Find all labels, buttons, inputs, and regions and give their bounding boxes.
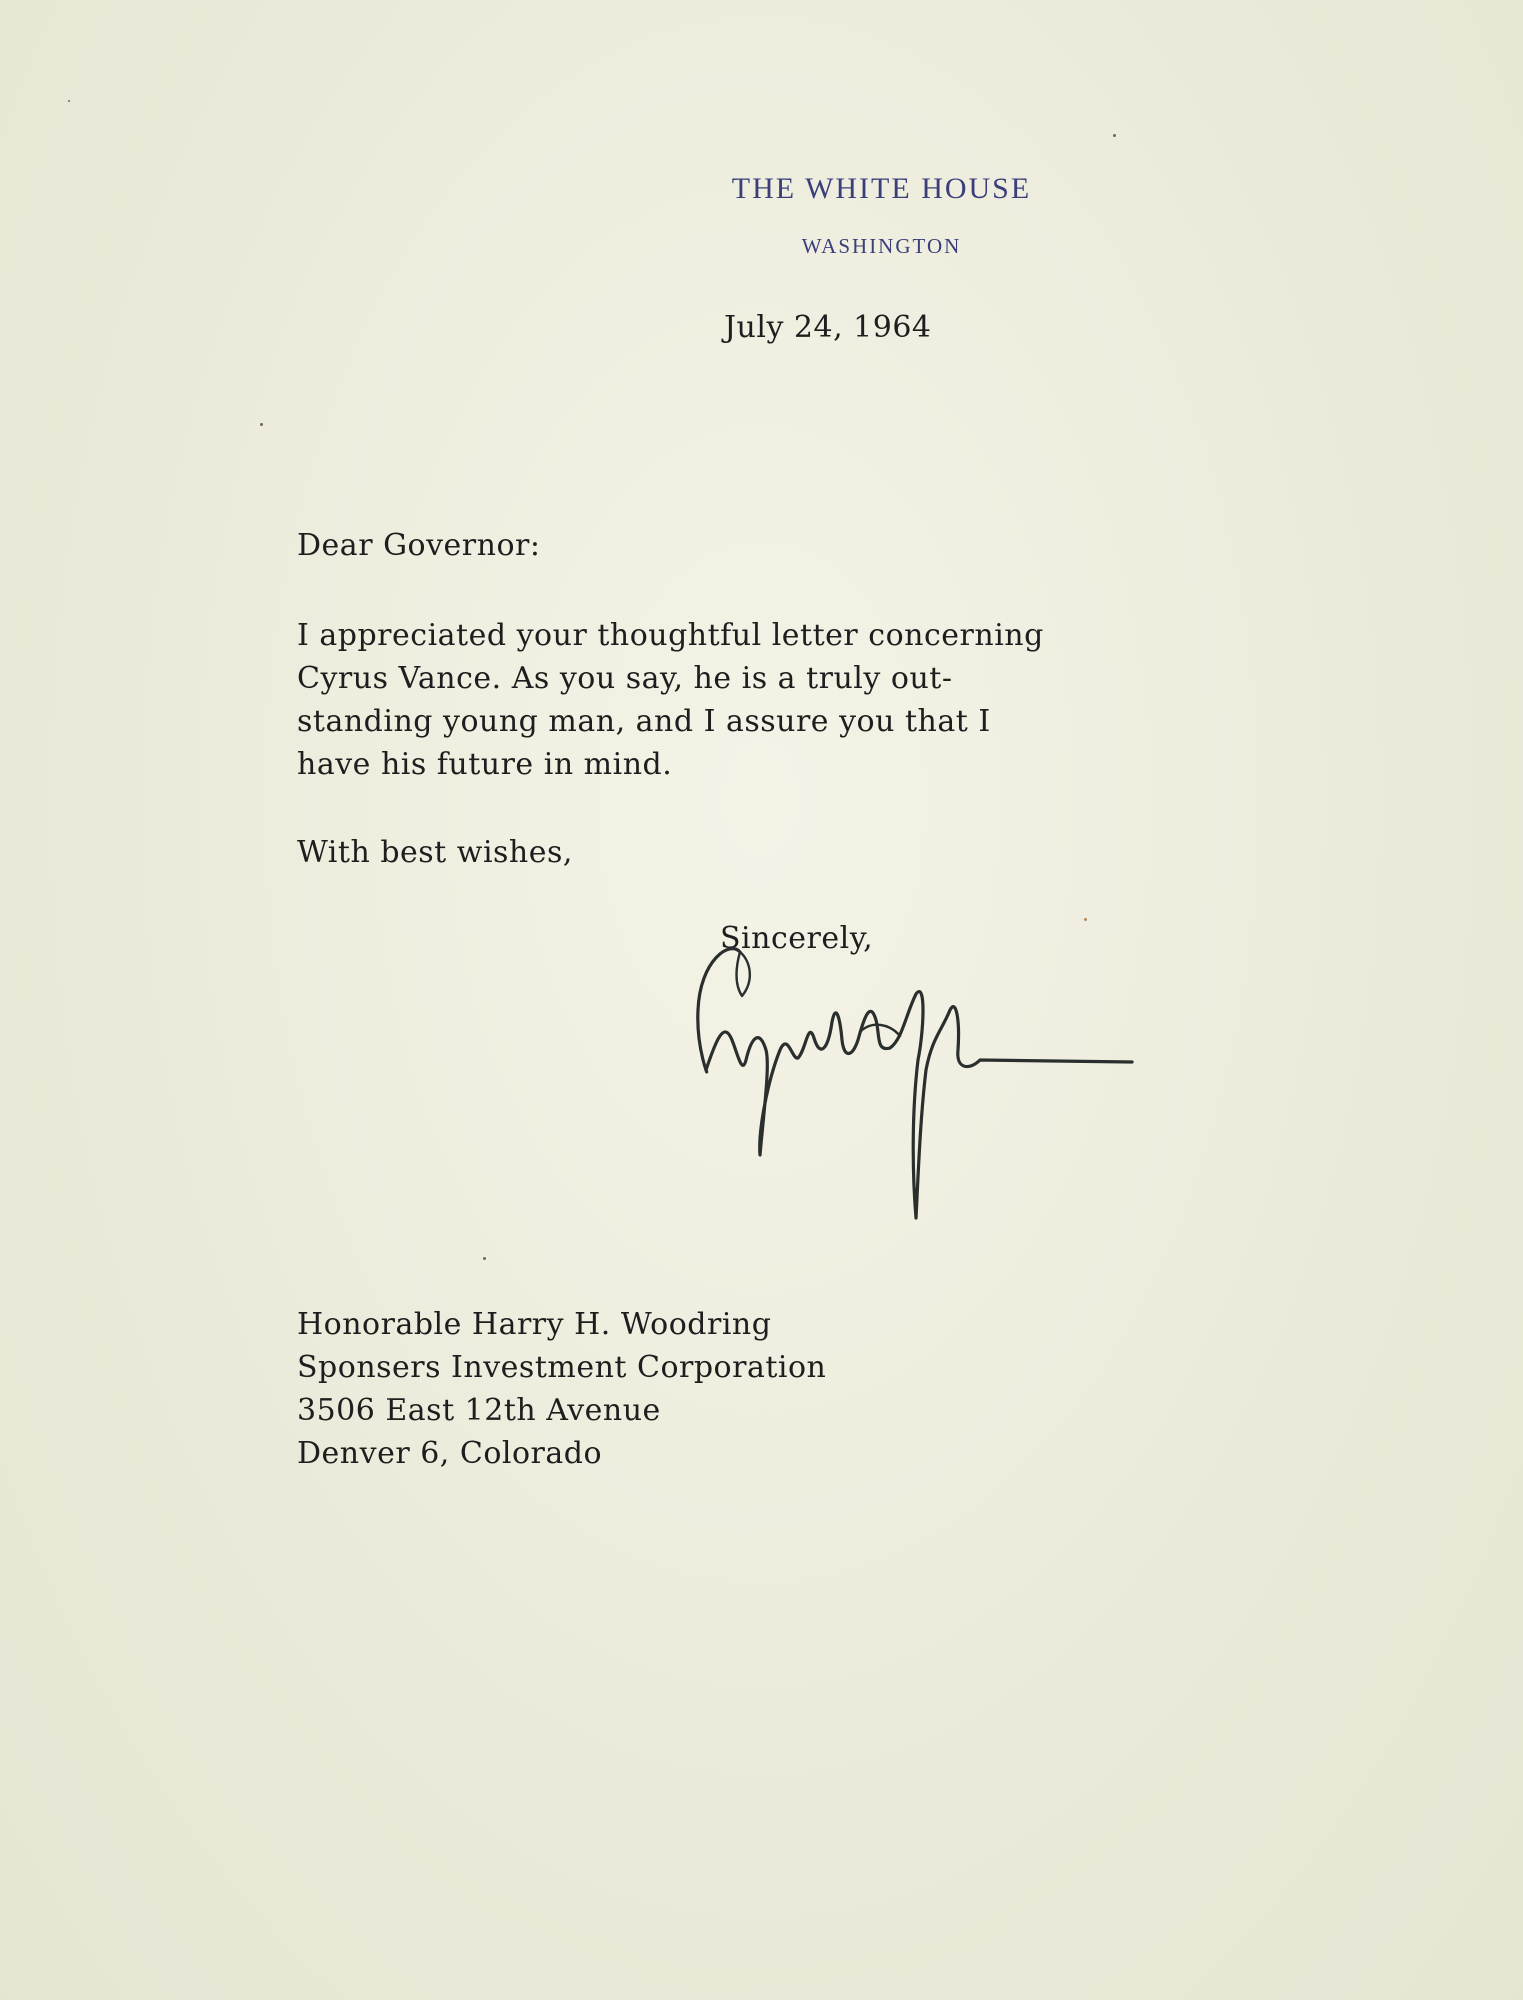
address-line: 3506 East 12th Avenue [297, 1393, 661, 1428]
address-line: Denver 6, Colorado [297, 1436, 603, 1471]
salutation: Dear Governor: [297, 528, 541, 563]
letterhead-subtitle: WASHINGTON [801, 234, 962, 258]
signoff: Sincerely, [720, 921, 874, 956]
body-line: standing young man, and I assure you that I [297, 704, 991, 739]
paper-speck [483, 1257, 486, 1260]
body-line: I appreciated your thoughtful letter concerning [297, 618, 1044, 653]
paper-speck [1084, 918, 1087, 921]
body-line: Cyrus Vance. As you say, he is a truly out- [297, 661, 953, 696]
letterhead-title: THE WHITE HOUSE [731, 172, 1032, 205]
body-line: have his future in mind. [297, 747, 673, 782]
paper-speck [1113, 134, 1116, 137]
handwritten-signature [680, 940, 1150, 1240]
closing: With best wishes, [297, 835, 573, 870]
address-line: Sponsers Investment Corporation [297, 1350, 827, 1385]
address-line: Honorable Harry H. Woodring [297, 1307, 772, 1342]
paper-speck [260, 423, 263, 426]
paper-speck [68, 100, 70, 102]
letter-date: July 24, 1964 [724, 310, 932, 345]
